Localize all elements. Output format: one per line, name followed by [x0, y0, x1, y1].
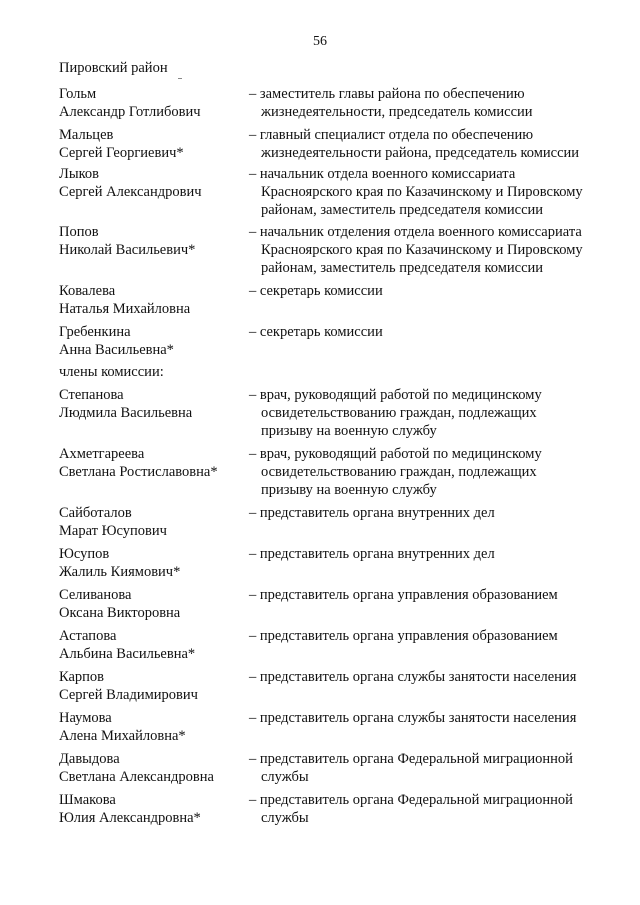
surname: Сайботалов: [59, 505, 132, 521]
given-names: Светлана Ростиславовна*: [59, 464, 218, 480]
person-name: [59, 791, 249, 827]
person-name: [59, 165, 249, 201]
role-line: жизнедеятельности, председатель комиссии: [261, 104, 533, 120]
role-line: – представитель органа службы занятости населения: [249, 709, 609, 727]
role-line: – начальник отдела военного комиссариата: [249, 165, 609, 183]
surname: Шмакова: [59, 792, 116, 808]
role-line: – главный специалист отдела по обеспечению: [249, 126, 609, 144]
surname: Давыдова: [59, 751, 120, 767]
given-names: Сергей Александрович: [59, 184, 202, 200]
role-description: [249, 386, 609, 440]
person-name: [59, 323, 249, 359]
person-name: [59, 85, 249, 121]
role-line: Красноярского края по Казачинскому и Пировскому: [261, 184, 583, 200]
role-description: [249, 791, 609, 827]
person-name: [59, 223, 249, 259]
role-description: [249, 85, 609, 121]
surname: Наумова: [59, 710, 112, 726]
role-line: освидетельствованию граждан, подлежащих: [261, 464, 537, 480]
role-line: районам, заместитель председателя комиссии: [261, 202, 544, 218]
role-line: – представитель органа управления образованием: [249, 586, 609, 604]
person-name: [59, 282, 249, 318]
surname: Гребенкина: [59, 324, 131, 340]
role-line: – представитель органа Федеральной миграционной: [249, 750, 609, 768]
role-line: – секретарь комиссии: [249, 282, 609, 300]
role-line: – заместитель главы района по обеспечению: [249, 85, 609, 103]
given-names: Наталья Михайловна: [59, 301, 191, 317]
person-name: [59, 545, 249, 581]
role-line: Красноярского края по Казачинскому и Пировскому: [261, 242, 583, 258]
role-description: [249, 504, 609, 522]
surname: Мальцев: [59, 127, 114, 143]
surname: Ковалева: [59, 283, 116, 299]
role-description: [249, 668, 609, 686]
district-title: Пировский район: [59, 60, 168, 76]
role-description: [249, 445, 609, 499]
role-description: [249, 223, 609, 277]
person-name: [59, 445, 249, 481]
role-line: – представитель органа Федеральной миграционной: [249, 791, 609, 809]
person-name: [59, 586, 249, 622]
role-description: [249, 126, 609, 162]
person-name: [59, 386, 249, 422]
given-names: Николай Васильевич*: [59, 242, 196, 258]
surname: Астапова: [59, 628, 117, 644]
given-names: Александр Готлибович: [59, 104, 201, 120]
person-name: [59, 668, 249, 704]
role-description: [249, 750, 609, 786]
members-heading: члены комиссии:: [59, 364, 164, 380]
role-line: освидетельствованию граждан, подлежащих: [261, 405, 537, 421]
given-names: Людмила Васильевна: [59, 405, 193, 421]
role-line: – врач, руководящий работой по медицинскому: [249, 445, 609, 463]
given-names: Жалиль Киямович*: [59, 564, 181, 580]
role-description: [249, 323, 609, 341]
surname: Ахметгареева: [59, 446, 145, 462]
role-description: [249, 282, 609, 300]
role-description: [249, 586, 609, 604]
given-names: Альбина Васильевна*: [59, 646, 196, 662]
role-description: [249, 165, 609, 219]
given-names: Сергей Георгиевич*: [59, 145, 184, 161]
role-line: районам, заместитель председателя комиссии: [261, 260, 544, 276]
given-names: Анна Васильевна*: [59, 342, 174, 358]
role-line: жизнедеятельности района, председатель комиссии: [261, 145, 580, 161]
person-name: [59, 504, 249, 540]
given-names: Светлана Александровна: [59, 769, 214, 785]
page-number: 56: [313, 34, 327, 49]
surname: Гольм: [59, 86, 97, 102]
surname: Лыков: [59, 166, 99, 182]
given-names: Оксана Викторовна: [59, 605, 181, 621]
surname: Селиванова: [59, 587, 132, 603]
role-line: – начальник отделения отдела военного комиссариата: [249, 223, 609, 241]
role-line: призыву на военную службу: [261, 482, 437, 498]
role-line: – врач, руководящий работой по медицинскому: [249, 386, 609, 404]
role-line: – секретарь комиссии: [249, 323, 609, 341]
surname: Карпов: [59, 669, 105, 685]
given-names: Алена Михайловна*: [59, 728, 186, 744]
role-line: – представитель органа внутренних дел: [249, 545, 609, 563]
surname: Попов: [59, 224, 99, 240]
person-name: [59, 750, 249, 786]
person-name: [59, 709, 249, 745]
given-names: Сергей Владимирович: [59, 687, 198, 703]
role-description: [249, 709, 609, 727]
role-line: – представитель органа службы занятости населения: [249, 668, 609, 686]
surname: Юсупов: [59, 546, 110, 562]
role-line: службы: [261, 810, 309, 826]
role-line: службы: [261, 769, 309, 785]
role-line: – представитель органа внутренних дел: [249, 504, 609, 522]
person-name: [59, 627, 249, 663]
role-description: [249, 545, 609, 563]
role-line: призыву на военную службу: [261, 423, 437, 439]
given-names: Юлия Александровна*: [59, 810, 201, 826]
role-description: [249, 627, 609, 645]
given-names: Марат Юсупович: [59, 523, 167, 539]
role-line: – представитель органа управления образованием: [249, 627, 609, 645]
scan-mark: [178, 78, 182, 79]
surname: Степанова: [59, 387, 124, 403]
person-name: [59, 126, 249, 162]
